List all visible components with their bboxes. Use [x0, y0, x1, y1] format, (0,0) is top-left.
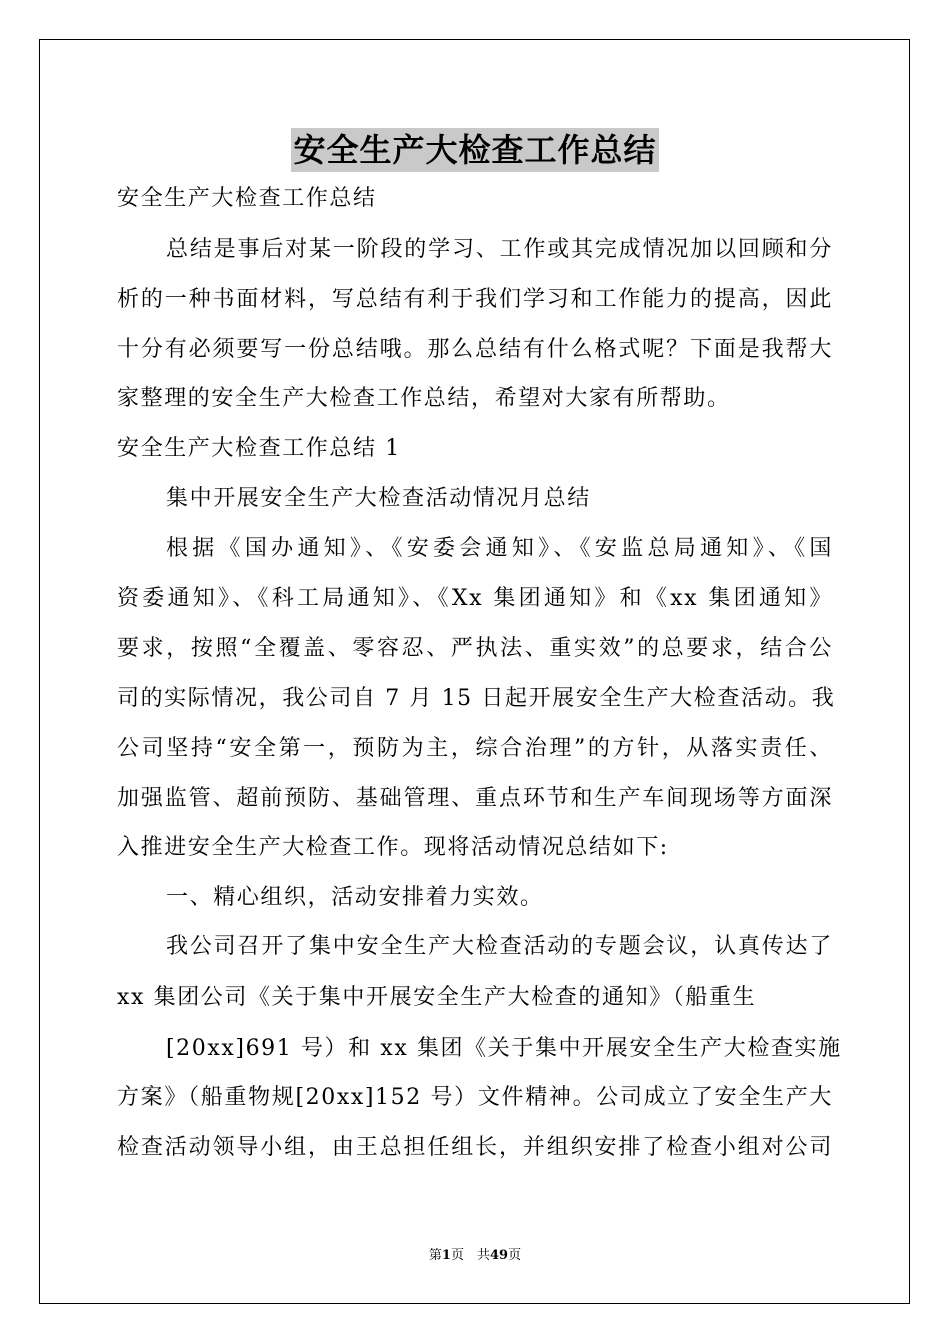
- paragraph-line: 析的一种书面材料，写总结有利于我们学习和工作能力的提高，因此: [117, 287, 833, 312]
- paragraph-line: 一、精心组织，活动安排着力实效。: [166, 885, 544, 910]
- paragraph-line: 公司坚持“安全第一，预防为主，综合治理”的方针，从落实责任、: [117, 736, 833, 761]
- page-footer: [0, 1247, 950, 1265]
- paragraph-line: 方案》（船重物规[20xx]152 号）文件精神。公司成立了安全生产大: [117, 1085, 833, 1110]
- section-heading: 安全生产大检查工作总结 1: [117, 436, 401, 461]
- paragraph-line: 加强监管、超前预防、基础管理、重点环节和生产车间现场等方面深: [117, 786, 833, 811]
- subtitle-line: 安全生产大检查工作总结: [117, 186, 377, 211]
- document-title: 安全生产大检查工作总结: [291, 128, 658, 172]
- paragraph-line: [20xx]691 号）和 xx 集团《关于集中开展安全生产大检查实施: [166, 1036, 842, 1061]
- paragraph-line: 根据《国办通知》、《安委会通知》、《安监总局通知》、《国: [166, 536, 833, 561]
- paragraph-line: 司的实际情况，我公司自 7 月 15 日起开展安全生产大检查活动。我: [117, 686, 836, 711]
- paragraph-line: 入推进安全生产大检查工作。现将活动情况总结如下:: [117, 835, 669, 860]
- paragraph-line: 集中开展安全生产大检查活动情况月总结: [166, 486, 591, 511]
- page-border: [39, 39, 910, 1304]
- title-container: [0, 128, 950, 172]
- footer-page-prefix: 第: [428, 1248, 442, 1263]
- paragraph-line: 要求，按照“全覆盖、零容忍、严执法、重实效”的总要求，结合公: [117, 636, 833, 661]
- footer-page-current: 1: [441, 1248, 451, 1263]
- paragraph-line: 总结是事后对某一阶段的学习、工作或其完成情况加以回顾和分: [166, 237, 833, 262]
- paragraph-line: 十分有必须要写一份总结哦。那么总结有什么格式呢？下面是我帮大: [117, 337, 833, 362]
- footer-page-total: 49: [489, 1248, 509, 1263]
- paragraph-line: xx 集团公司《关于集中开展安全生产大检查的通知》（船重生: [117, 985, 757, 1010]
- paragraph-line: 家整理的安全生产大检查工作总结，希望对大家有所帮助。: [117, 386, 731, 411]
- paragraph-line: 资委通知》、《科工局通知》、《Xx 集团通知》和《xx 集团通知》: [117, 586, 833, 611]
- footer-page-mid: 页 共: [450, 1248, 490, 1263]
- paragraph-line: 我公司召开了集中安全生产大检查活动的专题会议，认真传达了: [166, 934, 833, 959]
- paragraph-line: 检查活动领导小组，由王总担任组长，并组织安排了检查小组对公司: [117, 1135, 833, 1160]
- footer-page-suffix: 页: [508, 1248, 522, 1263]
